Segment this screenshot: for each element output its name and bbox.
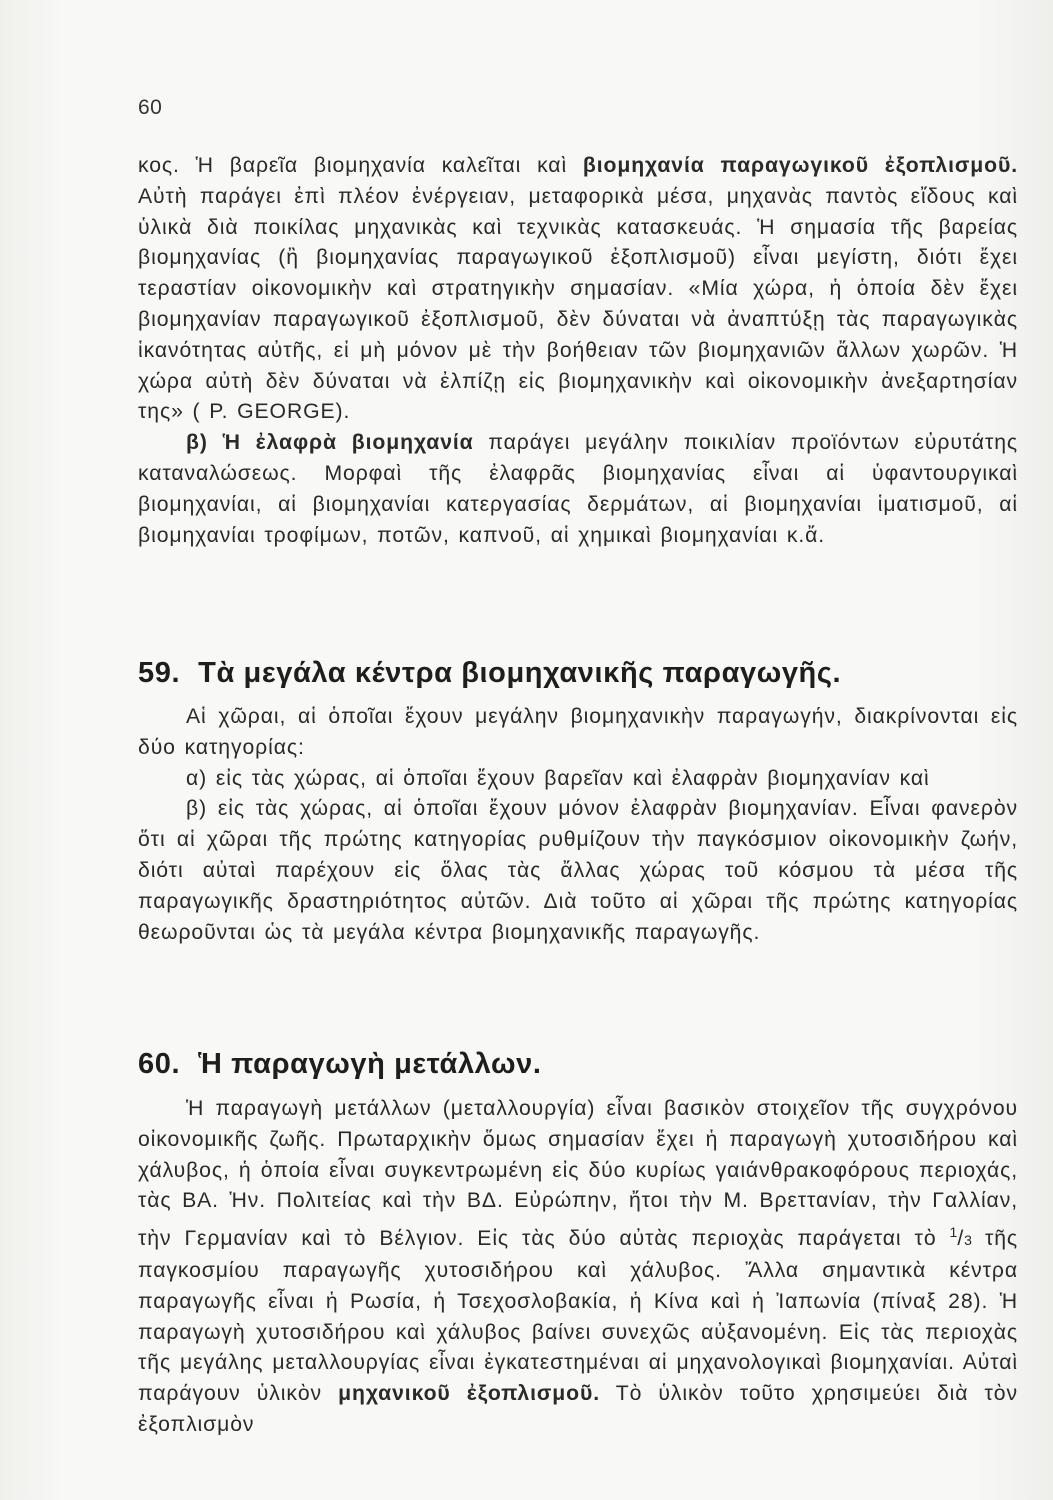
heavy-industry-paragraph xyxy=(138,151,1018,428)
paragraph-text: παράγει μεγάλην ποικιλίαν προϊόντων εὐρυτάτης καταναλώσεως. Μορφαὶ τῆς ἐλαφρᾶς βιομηχανίας εἶναι αἱ ὑφαντουργικαὶ βιομηχανίαι, αἱ βιομηχανίαι κατεργασίας δερμάτων, αἱ βιομηχανίαι ἱματισμοῦ, αἱ βιομηχανίαι τροφίμων, ποτῶν, καπνοῦ, αἱ χημικαὶ βιομηχανίαι κ.ἄ. xyxy=(138,431,1019,547)
page-number: 60 xyxy=(138,96,163,119)
section-59-paragraph: β) εἰς τὰς χώρας, αἱ ὁποῖαι ἔχουν μόνον ἐλαφρὰν βιομηχανίαν. Εἶναι φανερὸν ὅτι αἱ χῶραι τῆς πρώτης κατηγορίας ρυθμίζουν τὴν παγκόσμιον οἰκονομικὴν ζωήν, διότι αὐταὶ παρέχουν εἰς ὅλας τὰς ἄλλας χώρας τοῦ κόσμου τὰ μέσα τῆς παραγωγικῆς δραστηριότητος αὐτῶν. Διὰ τοῦτο αἱ χῶραι τῆς πρώτης κατηγορίας θεωροῦνται ὡς τὰ μεγάλα κέντρα βιομηχανικῆς παραγωγῆς. xyxy=(138,797,1018,944)
section-59-paragraph: Αἱ χῶραι, αἱ ὁποῖαι ἔχουν μεγάλην βιομηχανικὴν παραγωγήν, διακρίνονται εἰς δύο κατηγορίας: xyxy=(138,705,1018,759)
section-title: Ἡ παραγωγὴ μετάλλων. xyxy=(198,1048,542,1080)
light-industry-paragraph xyxy=(138,428,1018,551)
paragraph-text: Αὐτὴ παράγει ἐπὶ πλέον ἐνέργειαν, μεταφορικὰ μέσα, μηχανὰς παντὸς εἴδους καὶ ὑλικὰ διὰ ποικίλας μηχανικὰς καὶ τεχνικὰς κατασκευάς. Ἡ σημασία τῆς βαρείας βιομηχανίας (ἢ βιομηχανίας παραγωγικοῦ ἐξοπλισμοῦ) εἶναι μεγίστη, διότι ἔχει τεραστίαν οἰκονομικὴν καὶ στρατηγικὴν σημασίαν. «Μία χώρα, ἡ ὁποία δὲν ἔχει βιομηχανίαν παραγωγικοῦ ἐξοπλισμοῦ, δὲν δύναται νὰ ἀναπτύξῃ τὰς παραγωγικὰς ἱκανότητας αὐτῆς, εἰ μὴ μόνον μὲ τὴν βοήθειαν τῶν βιομηχανιῶν ἄλλων χωρῶν. Ἡ χώρα αὐτὴ δὲν δύναται νὰ ἐλπίζῃ εἰς βιομηχανικὴν καὶ οἰκονομικὴν ἀνεξαρτησίαν της» ( P. GEORGE). xyxy=(138,184,1018,424)
section-59-heading xyxy=(138,657,1018,690)
paragraph-text: Τὸ ὑλικὸν τοῦτο χρησιμεύει διὰ τὸν ἐξοπλισμὸν xyxy=(138,1382,1018,1437)
paragraph-text: κος. Ἡ βαρεῖα βιομηχανία καλεῖται καὶ xyxy=(138,154,583,177)
section-number: 60. xyxy=(138,1048,181,1080)
section-59-text-block xyxy=(138,702,1018,948)
paragraph-text: Ἡ παραγωγὴ μετάλλων (μεταλλουργία) εἶναι βασικὸν στοιχεῖον τῆς συγχρόνου οἰκονομικῆς ζωῆς. Πρωταρχικὴν ὅμως σημασίαν ἔχει ἡ παραγωγὴ χυτοσιδήρου καὶ χάλυβος, ἡ ὁποία εἶναι συγκεντρωμένη εἰς δύο κυρίως γαιάνθρακοφόρους περιοχάς, τὰς ΒΑ. Ἡν. Πολιτείας καὶ τὴν ΒΔ. Εὐρώπην, ἤτοι τὴν Μ. Βρεττανίαν, τὴν Γαλλίαν, τὴν Γερμανίαν καὶ τὸ Βέλγιον. Εἰς τὰς δύο αὐτὰς περιοχὰς παράγεται τὸ xyxy=(138,1097,1018,1251)
intro-text-block xyxy=(138,151,1018,551)
bold-term: βιομηχανία παραγωγικοῦ ἐξοπλισμοῦ. xyxy=(582,154,1018,177)
bold-term: μηχανικοῦ ἐξοπλισμοῦ. xyxy=(338,1382,600,1406)
fraction-numerator: 1 xyxy=(949,1224,958,1241)
paragraph-text: τῆς παγκοσμίου παραγωγῆς χυτοσιδήρου καὶ χάλυβος. Ἄλλα σημαντικὰ κέντρα παραγωγῆς εἶναι ἡ Ρωσία, ἡ Τσεχοσλοβακία, ἡ Κίνα καὶ ἡ Ἰαπωνία (πίναξ 28). Ἡ παραγωγὴ χυτοσιδήρου καὶ χάλυβος βαίνει συνεχῶς αὐξανομένη. Εἰς τὰς περιοχὰς τῆς μεγάλης μεταλλουργίας εἶναι ἐγκατεστημέναι αἱ μηχανολογικαὶ βιομηχανίαι. Αὐταὶ παράγουν ὑλικὸν xyxy=(138,1227,1019,1406)
section-60-heading xyxy=(138,1048,1018,1081)
section-59-paragraph: α) εἰς τὰς χώρας, αἱ ὁποῖαι ἔχουν βαρεῖαν καὶ ἐλαφρὰν βιομηχανίαν καὶ xyxy=(186,766,930,790)
section-60-paragraph: Ἡ παραγωγὴ μετάλλων (μεταλλουργία) εἶναι βασικὸν στοιχεῖον τῆς συγχρόνου οἰκονομικῆς ζωῆς. Πρωταρχικὴν ὅμως σημασίαν ἔχει ἡ παραγωγὴ χυτοσιδήρου καὶ χάλυβος, ἡ ὁποία εἶναι συγκεντρωμένη εἰς δύο κυρίως γαιάνθρακοφόρους περιοχάς, τὰς ΒΑ. Ἡν. Πολιτείας καὶ τὴν ΒΔ. Εὐρώπην, ἤτοι τὴν Μ. Βρεττανίαν, τὴν Γαλλίαν, τὴν Γερμανίαν καὶ τὸ Βέλγιον. Εἰς τὰς δύο αὐτὰς περιοχὰς παράγεται τὸ $^1$/3 τῆς παγκοσμίου παραγωγῆς χυτοσιδήρου καὶ χάλυβος. Ἄλλα σημαντικὰ κέντρα παραγωγῆς εἶναι ἡ Ρωσία, ἡ Τσεχοσλοβακία, ἡ Κίνα καὶ ἡ Ἰαπωνία (πίναξ 28). Ἡ παραγωγὴ χυτοσιδήρου καὶ χάλυβος βαίνει συνεχῶς αὐξανομένη. Εἰς τὰς περιοχὰς τῆς μεγάλης μεταλλουργίας εἶναι ἐγκατεστημέναι αἱ μηχανολογικαὶ βιομηχανίαι. Αὐταὶ παράγουν ὑλικὸν μηχανικοῦ ἐξοπλισμοῦ. Τὸ ὑλικὸν τοῦτο χρησιμεύει διὰ τὸν ἐξοπλισμὸν xyxy=(138,1097,1019,1437)
fraction-denominator: 3 xyxy=(964,1232,972,1249)
bold-term: β) Ἡ ἐλαφρὰ βιομηχανία xyxy=(186,431,474,455)
section-60-text-block xyxy=(138,1094,1018,1441)
section-title: Τὰ μεγάλα κέντρα βιομηχανικῆς παραγωγῆς. xyxy=(198,657,842,689)
section-number: 59. xyxy=(138,657,181,689)
